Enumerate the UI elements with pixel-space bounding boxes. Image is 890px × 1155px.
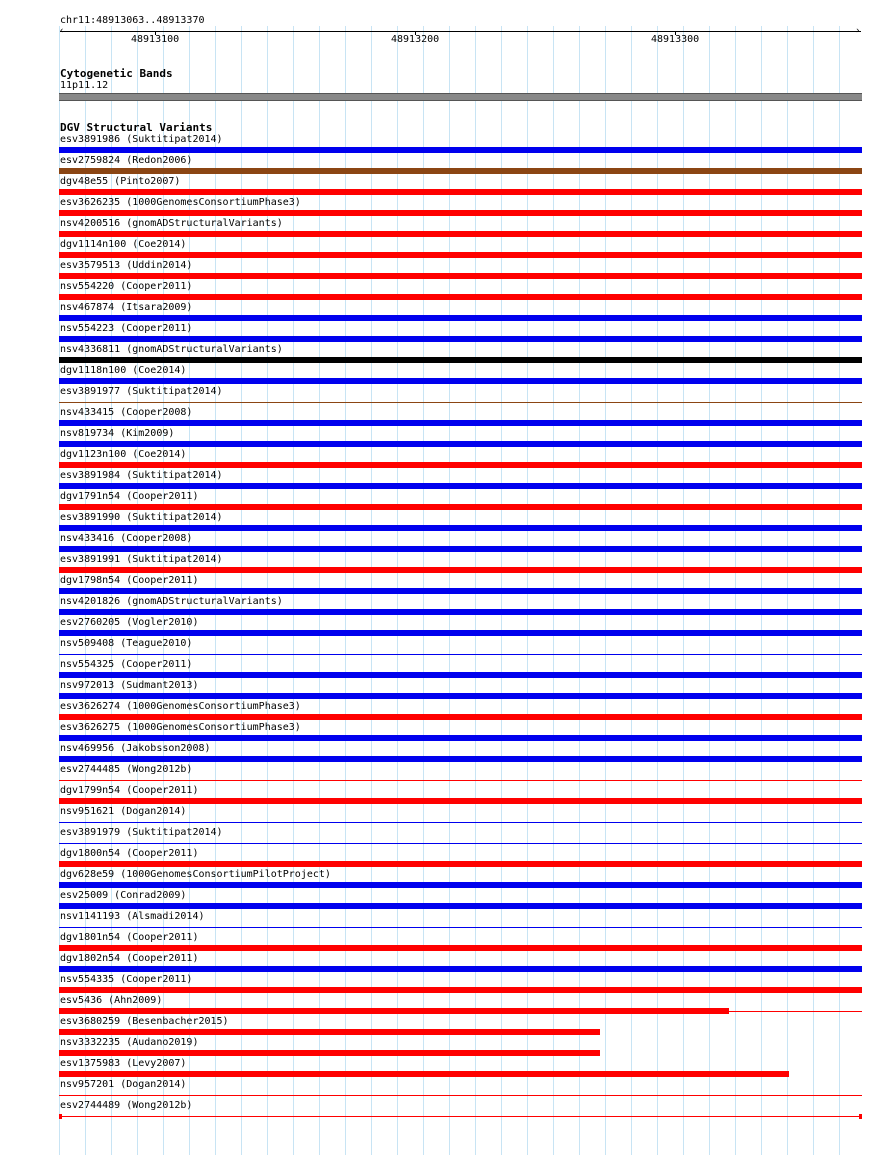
variant-label[interactable]: esv3626235 (1000GenomesConsortiumPhase3) [60, 197, 301, 208]
variant-bar[interactable] [59, 315, 862, 321]
variant-bar[interactable] [59, 756, 862, 762]
variant-bar-thin[interactable] [59, 780, 862, 781]
variant-label[interactable]: esv25009 (Conrad2009) [60, 890, 187, 901]
variant-label[interactable]: esv2759824 (Redon2006) [60, 155, 193, 166]
variant-bar[interactable] [59, 1008, 729, 1014]
variant-label[interactable]: nsv554325 (Cooper2011) [60, 659, 193, 670]
variant-label[interactable]: nsv433416 (Cooper2008) [60, 533, 193, 544]
variant-label[interactable]: nsv3332235 (Audano2019) [60, 1037, 199, 1048]
variant-label[interactable]: esv3891984 (Suktitipat2014) [60, 470, 223, 481]
variant-label[interactable]: esv3891990 (Suktitipat2014) [60, 512, 223, 523]
ruler-right-arrow-icon: › [855, 26, 861, 36]
variant-bar[interactable] [59, 546, 862, 552]
dgv-track-title: DGV Structural Variants [60, 121, 213, 134]
variant-bar-thin[interactable] [59, 822, 862, 823]
variant-label[interactable]: dgv1800n54 (Cooper2011) [60, 848, 199, 859]
cytoband-bar[interactable] [59, 93, 862, 101]
variant-bar[interactable] [59, 735, 862, 741]
variant-bar[interactable] [59, 210, 862, 216]
variant-endpoint-marker [859, 1114, 862, 1119]
variant-bar[interactable] [59, 462, 862, 468]
variant-label[interactable]: nsv1141193 (Alsmadi2014) [60, 911, 205, 922]
ruler-tick-label: 48913100 [131, 34, 180, 45]
variant-label[interactable]: esv3891986 (Suktitipat2014) [60, 134, 223, 145]
variant-bar[interactable] [59, 231, 862, 237]
variant-label[interactable]: esv3626275 (1000GenomesConsortiumPhase3) [60, 722, 301, 733]
variant-label[interactable]: esv3579513 (Uddin2014) [60, 260, 193, 271]
variant-endpoint-marker [59, 1114, 62, 1119]
variant-label[interactable]: esv2744489 (Wong2012b) [60, 1100, 193, 1111]
variant-label[interactable]: nsv4201826 (gnomADStructuralVariants) [60, 596, 283, 607]
variant-label[interactable]: nsv554220 (Cooper2011) [60, 281, 193, 292]
variant-bar[interactable] [59, 483, 862, 489]
variant-label[interactable]: nsv554223 (Cooper2011) [60, 323, 193, 334]
variant-bar[interactable] [59, 420, 862, 426]
variant-bar[interactable] [59, 378, 862, 384]
variant-bar-thin[interactable] [59, 1116, 862, 1117]
variant-bar[interactable] [59, 672, 862, 678]
variant-label[interactable]: nsv433415 (Cooper2008) [60, 407, 193, 418]
variant-bar[interactable] [59, 966, 862, 972]
variant-bar[interactable] [59, 630, 862, 636]
variant-label[interactable]: esv3891979 (Suktitipat2014) [60, 827, 223, 838]
region-label: chr11:48913063..48913370 [60, 15, 205, 26]
variant-label[interactable]: nsv819734 (Kim2009) [60, 428, 175, 439]
variant-label[interactable]: esv3891977 (Suktitipat2014) [60, 386, 223, 397]
variant-bar[interactable] [59, 903, 862, 909]
variant-label[interactable]: dgv48e55 (Pinto2007) [60, 176, 181, 187]
variant-bar[interactable] [59, 945, 862, 951]
variant-bar[interactable] [59, 693, 862, 699]
variant-label[interactable]: dgv1802n54 (Cooper2011) [60, 953, 199, 964]
variant-label[interactable]: dgv1791n54 (Cooper2011) [60, 491, 199, 502]
variant-label[interactable]: nsv972013 (Sudmant2013) [60, 680, 199, 691]
variant-label[interactable]: esv3626274 (1000GenomesConsortiumPhase3) [60, 701, 301, 712]
variant-label[interactable]: nsv4336811 (gnomADStructuralVariants) [60, 344, 283, 355]
variant-label[interactable]: nsv509408 (Teague2010) [60, 638, 193, 649]
variant-bar[interactable] [59, 1050, 600, 1056]
variant-bar[interactable] [59, 1029, 600, 1035]
variant-label[interactable]: esv3680259 (Besenbacher2015) [60, 1016, 229, 1027]
variant-label[interactable]: dgv1118n100 (Coe2014) [60, 365, 187, 376]
variant-bar[interactable] [59, 567, 862, 573]
variant-label[interactable]: nsv957201 (Dogan2014) [60, 1079, 187, 1090]
ruler-tick-label: 48913300 [651, 34, 700, 45]
variant-bar[interactable] [59, 336, 862, 342]
variant-bar[interactable] [59, 861, 862, 867]
variant-bar-thin[interactable] [59, 1095, 862, 1096]
variant-bar[interactable] [59, 357, 862, 363]
variant-label[interactable]: dgv1801n54 (Cooper2011) [60, 932, 199, 943]
variant-bar[interactable] [59, 798, 862, 804]
variant-label[interactable]: nsv554335 (Cooper2011) [60, 974, 193, 985]
variant-label[interactable]: nsv469956 (Jakobsson2008) [60, 743, 211, 754]
variant-bar[interactable] [59, 189, 862, 195]
variant-bar-thin[interactable] [59, 843, 862, 844]
variant-label[interactable]: esv1375983 (Levy2007) [60, 1058, 187, 1069]
variant-label[interactable]: esv5436 (Ahn2009) [60, 995, 163, 1006]
variant-bar[interactable] [59, 987, 862, 993]
variant-label[interactable]: dgv628e59 (1000GenomesConsortiumPilotProject) [60, 869, 331, 880]
variant-bar[interactable] [59, 1071, 789, 1077]
variant-bar[interactable] [59, 441, 862, 447]
variant-label[interactable]: dgv1798n54 (Cooper2011) [60, 575, 199, 586]
variant-label[interactable]: nsv951621 (Dogan2014) [60, 806, 187, 817]
variant-label[interactable]: nsv467874 (Itsara2009) [60, 302, 193, 313]
ruler-tick-label: 48913200 [391, 34, 440, 45]
variant-bar[interactable] [59, 714, 862, 720]
variant-bar[interactable] [59, 252, 862, 258]
variant-bar[interactable] [59, 525, 862, 531]
variant-label[interactable]: esv2744485 (Wong2012b) [60, 764, 193, 775]
variant-bar[interactable] [59, 294, 862, 300]
variant-label[interactable]: dgv1114n100 (Coe2014) [60, 239, 187, 250]
variant-bar-thin[interactable] [59, 654, 862, 655]
variant-label[interactable]: esv2760205 (Vogler2010) [60, 617, 199, 628]
variant-bar-thin[interactable] [59, 402, 862, 403]
variant-bar[interactable] [59, 882, 862, 888]
variant-bar[interactable] [59, 147, 862, 153]
cytoband-track-title: Cytogenetic Bands [60, 67, 173, 80]
variant-label[interactable]: dgv1123n100 (Coe2014) [60, 449, 187, 460]
variant-bar[interactable] [59, 168, 862, 174]
variant-bar[interactable] [59, 588, 862, 594]
variant-label[interactable]: nsv4200516 (gnomADStructuralVariants) [60, 218, 283, 229]
variant-bar-thin[interactable] [59, 927, 862, 928]
variant-label[interactable]: dgv1799n54 (Cooper2011) [60, 785, 199, 796]
ruler-line [60, 31, 861, 32]
variant-bar[interactable] [59, 609, 862, 615]
cytoband-label: 11p11.12 [60, 80, 109, 91]
variant-bar[interactable] [59, 273, 862, 279]
variant-bar[interactable] [59, 504, 862, 510]
variant-label[interactable]: esv3891991 (Suktitipat2014) [60, 554, 223, 565]
